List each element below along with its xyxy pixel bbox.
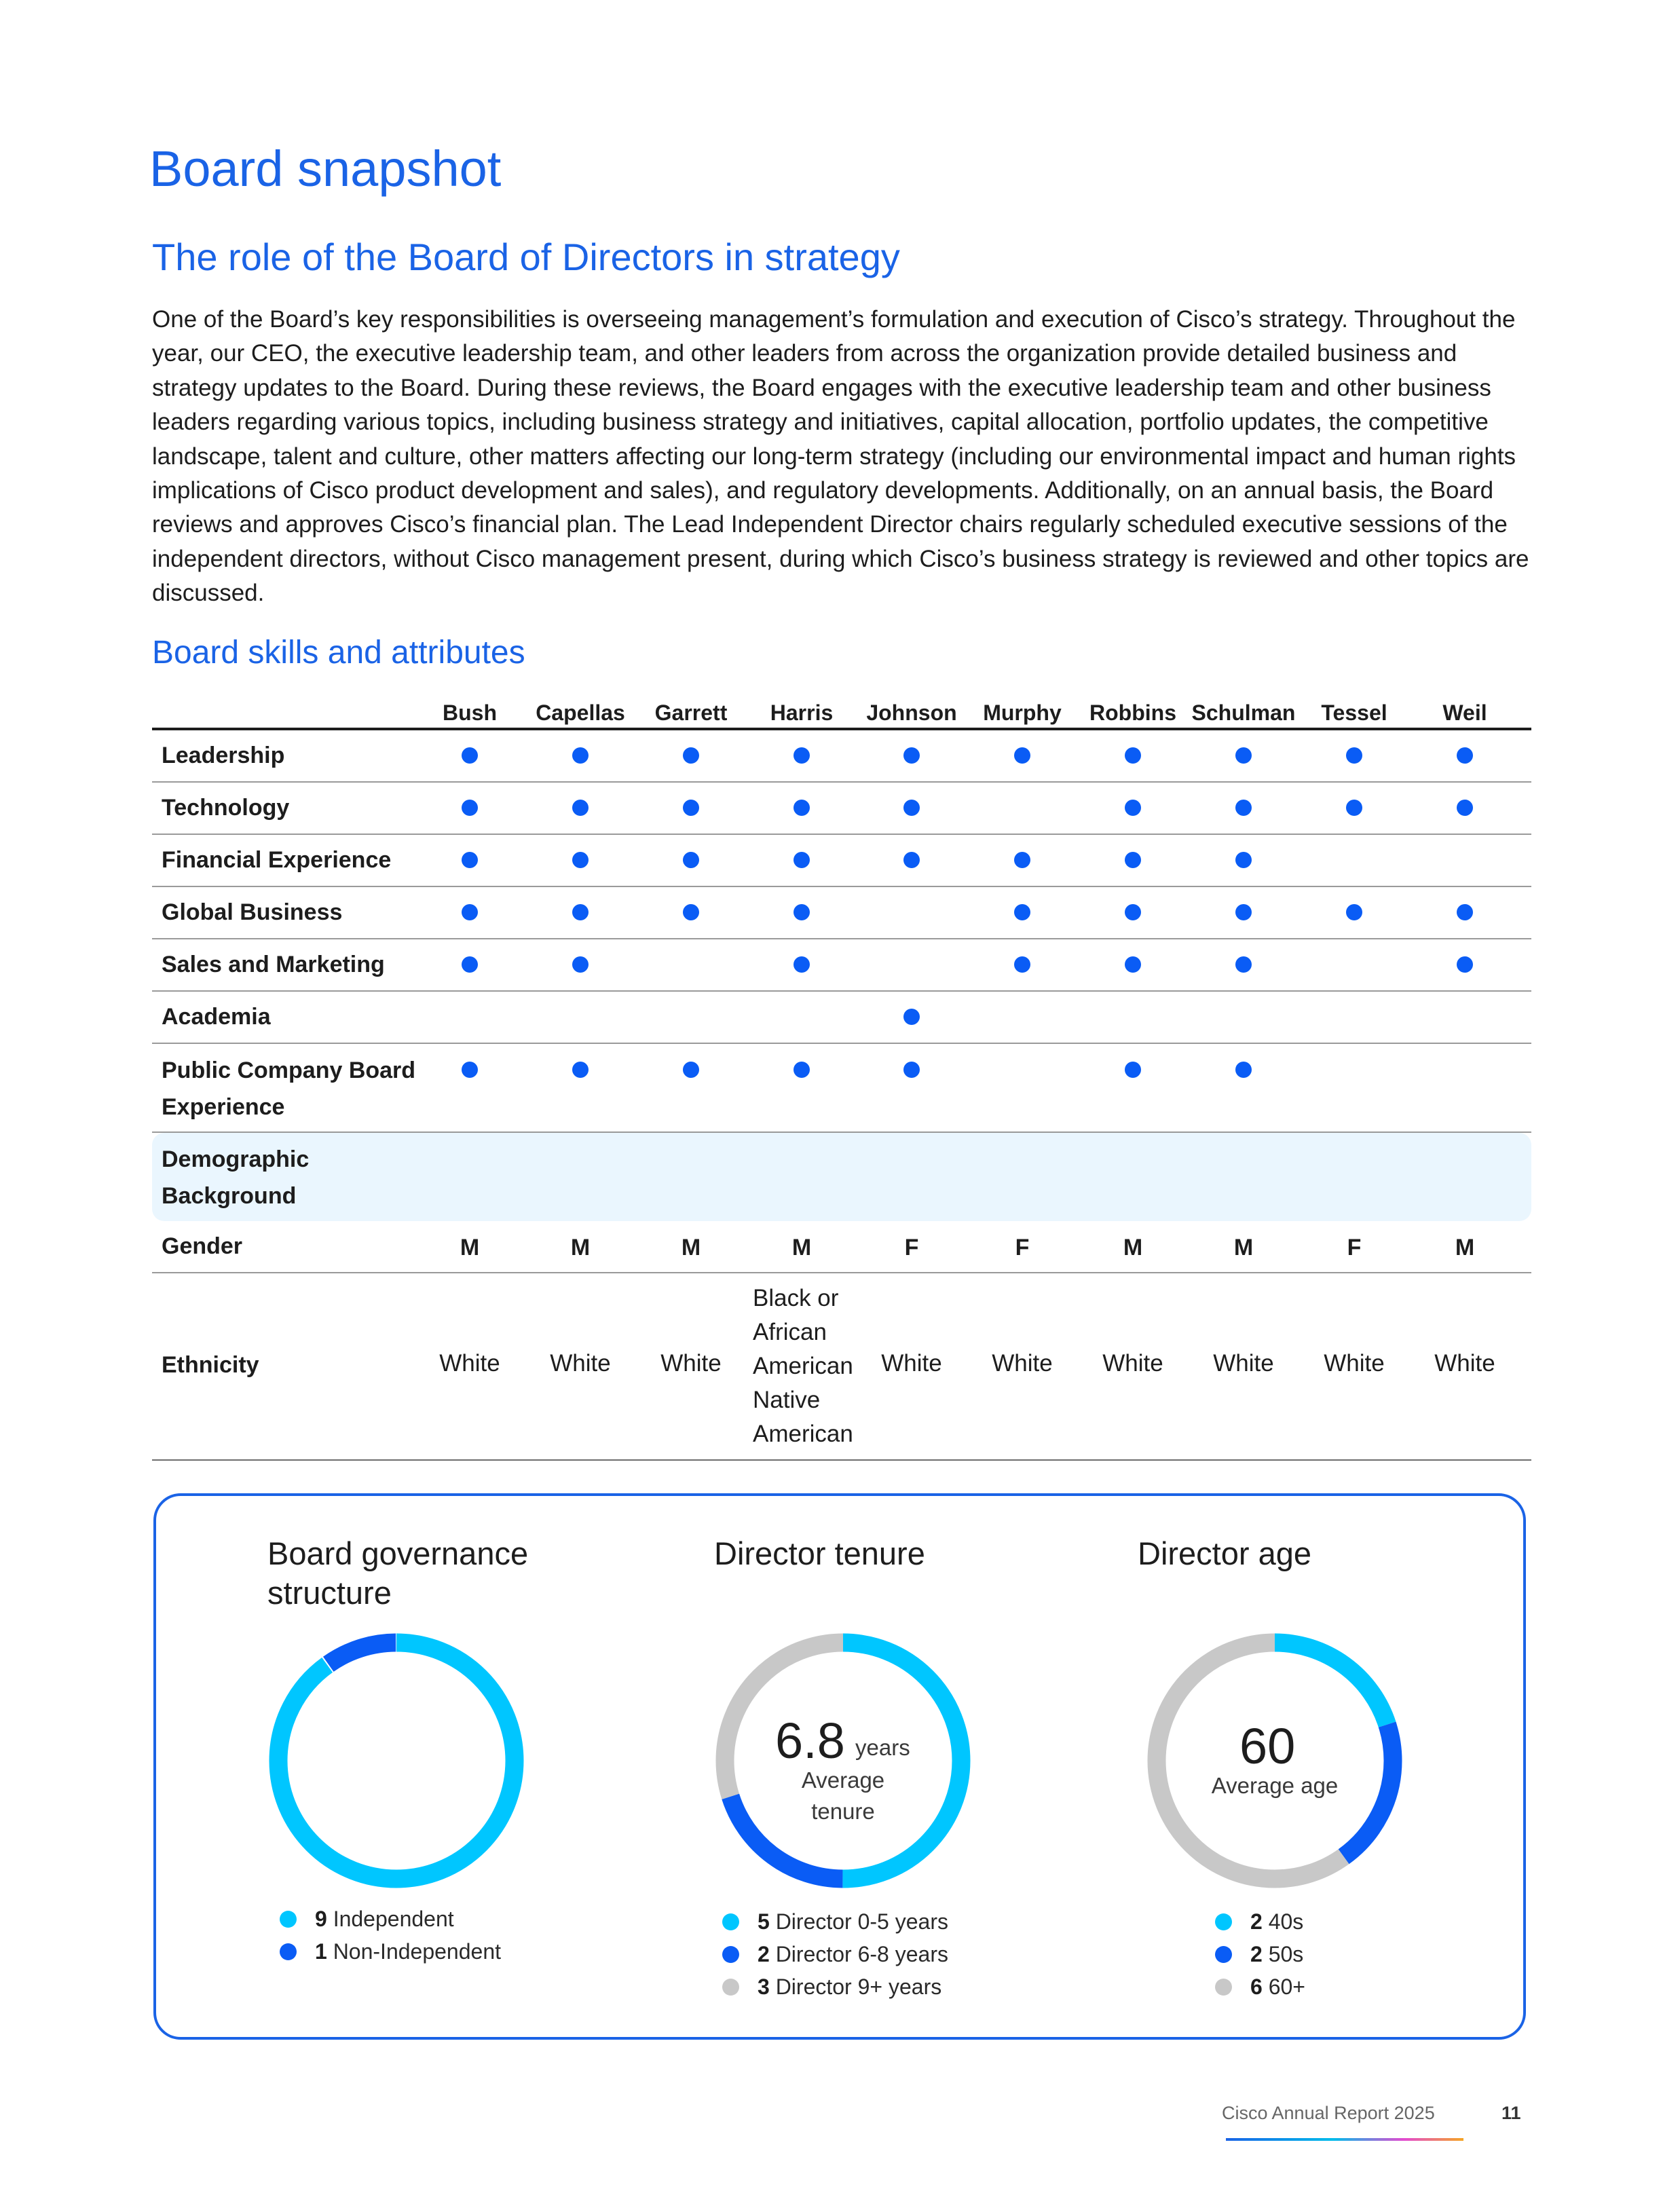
skill-row [152, 1044, 1531, 1133]
footer-report-name: Cisco Annual Report 2025 [1222, 2103, 1435, 2123]
ethnicity-cell: Black or African American Native American [753, 1285, 853, 1447]
skill-row [152, 887, 1531, 939]
legend-count: 6 [1250, 1975, 1263, 1999]
director-header: Robbins [1089, 700, 1176, 725]
demographic-label: Demographic Background [162, 1146, 310, 1209]
legend-item [280, 1903, 501, 1936]
legend-item [1215, 1939, 1305, 1971]
age-average-value: 60 [1239, 1718, 1296, 1774]
skill-marker-dot-icon [683, 1062, 699, 1078]
skill-marker-dot-icon [572, 800, 589, 816]
legend-item [1215, 1906, 1305, 1939]
legend-label: 40s [1268, 1909, 1304, 1934]
gender-cell: M [460, 1235, 480, 1260]
skill-marker-dot-icon [1125, 800, 1141, 816]
skill-marker-dot-icon [1235, 956, 1252, 973]
skill-marker-dot-icon [572, 747, 589, 764]
legend-count: 2 [1250, 1942, 1263, 1966]
legend-label: 50s [1268, 1942, 1304, 1966]
skill-marker-dot-icon [1235, 852, 1252, 868]
skill-marker-dot-icon [1125, 904, 1141, 920]
gender-cell: F [904, 1235, 919, 1260]
skill-marker-dot-icon [572, 956, 589, 973]
legend-count: 9 [315, 1907, 327, 1931]
skill-label: Academia [162, 1004, 271, 1030]
skill-marker-dot-icon [1457, 904, 1473, 920]
legend-label: Director 0-5 years [775, 1909, 948, 1934]
skill-marker-dot-icon [1014, 956, 1030, 973]
skill-label: Sales and Marketing [162, 952, 385, 977]
legend-label: Director 6-8 years [775, 1942, 948, 1966]
skill-marker-dot-icon [1457, 747, 1473, 764]
gender-cell: F [1347, 1235, 1362, 1260]
skill-marker-dot-icon [572, 1062, 589, 1078]
intro-paragraph: One of the Board’s key responsibilities is overseeing management’s formulation and execution of Cisco’s strategy. Throughout the year, our CEO, the executive leadership team, and other leaders from across the organization provide detailed business and strategy updates to the Board. During these reviews, the Board engages with the executive leadership team and other business leaders regarding various topics, including business strategy and initiatives, capital allocation, portfolio updates, the competitive landscape, talent and culture, other matters affecting our long-term strategy (including our environmental impact and human rights implications of Cisco product development and sales), and regulatory developments. Additionally, on an annual basis, the Board reviews and approves Cisco’s financial plan. The Lead Independent Director chairs regularly scheduled executive sessions of the independent directors, without Cisco management present, during which Cisco’s business strategy is reviewed and other topics are discussed. [152, 306, 1529, 607]
skill-marker-dot-icon [1457, 800, 1473, 816]
skill-marker-dot-icon [1235, 1062, 1252, 1078]
gender-cell: M [1123, 1235, 1143, 1260]
skill-row [152, 992, 1531, 1044]
skills-table [152, 692, 1531, 1461]
director-header: Tessel [1321, 700, 1387, 725]
skill-marker-dot-icon [1014, 747, 1030, 764]
legend-item [722, 1939, 948, 1971]
page-number: 11 [1501, 2103, 1521, 2123]
gender-row [152, 1221, 1531, 1273]
legend-dot-icon [280, 1911, 297, 1928]
skill-marker-dot-icon [1235, 800, 1252, 816]
skill-marker-dot-icon [1346, 904, 1362, 920]
gender-label: Gender [162, 1233, 243, 1259]
skill-marker-dot-icon [462, 904, 478, 920]
skill-marker-dot-icon [1125, 956, 1141, 973]
skill-row [152, 730, 1531, 783]
skill-marker-dot-icon [462, 852, 478, 868]
tenure-legend [722, 1906, 948, 2004]
skill-marker-dot-icon [1014, 852, 1030, 868]
legend-dot-icon [1215, 1979, 1232, 1996]
legend-item [722, 1906, 948, 1939]
legend-label: Director 9+ years [775, 1975, 942, 1999]
skill-marker-dot-icon [572, 852, 589, 868]
skill-marker-dot-icon [683, 800, 699, 816]
section-title: The role of the Board of Directors in strategy [152, 236, 900, 278]
skill-label: Public Company Board Experience [162, 1058, 416, 1120]
skill-marker-dot-icon [683, 852, 699, 868]
skill-marker-dot-icon [794, 1062, 810, 1078]
ethnicity-cell: White [550, 1350, 611, 1377]
director-header: Capellas [536, 700, 625, 725]
skill-marker-dot-icon [794, 904, 810, 920]
page-title: Board snapshot [149, 141, 502, 197]
age-legend [1215, 1906, 1305, 2004]
skill-marker-dot-icon [794, 852, 810, 868]
skill-marker-dot-icon [903, 1062, 920, 1078]
director-header: Garrett [654, 700, 728, 725]
legend-dot-icon [722, 1979, 739, 1996]
legend-dot-icon [1215, 1946, 1232, 1963]
skill-label: Financial Experience [162, 847, 392, 873]
ethnicity-cell: White [1434, 1350, 1495, 1377]
ethnicity-cell: White [1213, 1350, 1274, 1377]
director-header: Schulman [1191, 700, 1296, 725]
skill-label: Technology [162, 795, 290, 821]
legend-count: 2 [758, 1942, 770, 1966]
director-header: Johnson [866, 700, 957, 725]
skill-marker-dot-icon [794, 800, 810, 816]
ethnicity-cell: White [660, 1350, 722, 1377]
demographic-header [152, 1133, 1531, 1221]
skill-marker-dot-icon [1346, 747, 1362, 764]
director-header: Weil [1442, 700, 1487, 725]
tenure-unit: years [855, 1735, 910, 1760]
age-title: Director age [1138, 1535, 1311, 1571]
footer-gradient-rule [1226, 2138, 1463, 2141]
ethnicity-row [152, 1273, 1531, 1461]
ethnicity-cell: White [439, 1350, 500, 1377]
skill-row [152, 939, 1531, 992]
skill-marker-dot-icon [1125, 747, 1141, 764]
skill-marker-dot-icon [1125, 852, 1141, 868]
skills-title: Board skills and attributes [152, 635, 525, 671]
gender-cell: M [570, 1235, 591, 1260]
skill-marker-dot-icon [1125, 1062, 1141, 1078]
legend-item [722, 1971, 948, 2004]
tenure-average-value: 6.8 [775, 1713, 845, 1769]
ethnicity-cell: White [881, 1350, 942, 1377]
skill-marker-dot-icon [462, 1062, 478, 1078]
skill-marker-dot-icon [794, 956, 810, 973]
skill-marker-dot-icon [1457, 956, 1473, 973]
ethnicity-cell: White [1102, 1350, 1163, 1377]
skill-row [152, 835, 1531, 887]
legend-label: Independent [333, 1907, 454, 1931]
ethnicity-cell: White [992, 1350, 1053, 1377]
skill-marker-dot-icon [683, 747, 699, 764]
skill-marker-dot-icon [903, 1009, 920, 1025]
legend-count: 1 [315, 1939, 327, 1964]
legend-dot-icon [722, 1913, 739, 1930]
legend-dot-icon [1215, 1913, 1232, 1930]
legend-label: Non-Independent [333, 1939, 501, 1964]
gender-cell: M [1233, 1235, 1254, 1260]
legend-dot-icon [280, 1943, 297, 1960]
skill-label: Leadership [162, 743, 285, 768]
legend-item [280, 1936, 501, 1968]
table-header-row [152, 692, 1531, 730]
skill-marker-dot-icon [794, 747, 810, 764]
legend-count: 5 [758, 1909, 770, 1934]
skill-marker-dot-icon [1346, 800, 1362, 816]
governance-title: Board governance structure [267, 1535, 529, 1611]
director-header: Bush [443, 700, 497, 725]
skill-marker-dot-icon [1014, 904, 1030, 920]
director-header: Murphy [983, 700, 1062, 725]
governance-segment-independent [278, 1643, 515, 1879]
skill-marker-dot-icon [903, 800, 920, 816]
legend-label: 60+ [1268, 1975, 1305, 1999]
legend-count: 3 [758, 1975, 770, 1999]
tenure-caption: Average tenure [801, 1767, 885, 1824]
skill-marker-dot-icon [903, 747, 920, 764]
skill-marker-dot-icon [462, 747, 478, 764]
gender-cell: F [1015, 1235, 1030, 1260]
skill-row [152, 783, 1531, 835]
legend-item [1215, 1971, 1305, 2004]
legend-count: 2 [1250, 1909, 1263, 1934]
skill-label: Global Business [162, 899, 343, 925]
age-caption: Average age [1211, 1773, 1339, 1798]
skill-marker-dot-icon [683, 904, 699, 920]
gender-cell: M [791, 1235, 812, 1260]
gender-cell: M [681, 1235, 701, 1260]
gender-cell: M [1455, 1235, 1475, 1260]
legend-dot-icon [722, 1946, 739, 1963]
governance-legend [280, 1903, 501, 1968]
skill-marker-dot-icon [462, 956, 478, 973]
ethnicity-label: Ethnicity [162, 1352, 259, 1378]
board-stats-panel [153, 1493, 1526, 2040]
skill-marker-dot-icon [462, 800, 478, 816]
skill-marker-dot-icon [572, 904, 589, 920]
director-header: Harris [770, 700, 834, 725]
skill-marker-dot-icon [1235, 747, 1252, 764]
tenure-title: Director tenure [714, 1535, 925, 1571]
ethnicity-cell: White [1324, 1350, 1385, 1377]
skill-marker-dot-icon [903, 852, 920, 868]
skill-marker-dot-icon [1235, 904, 1252, 920]
governance-donut [267, 1632, 525, 1890]
